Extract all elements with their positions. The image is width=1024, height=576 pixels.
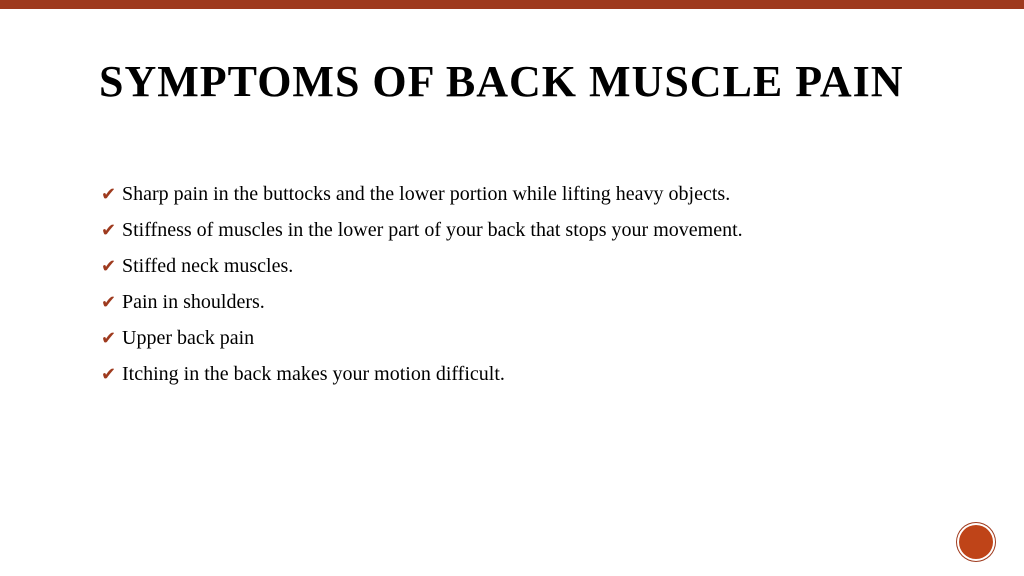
bullet-list [101,180,961,396]
bullet-item [101,324,961,360]
check-icon: ✔ [101,256,117,277]
bullet-text: Stiffness of muscles in the lower part of your back that stops your movement. [122,219,743,241]
slide-title: SYMPTOMS OF BACK MUSCLE PAIN [99,57,904,106]
check-icon: ✔ [101,220,117,241]
bullet-text: Sharp pain in the buttocks and the lower portion while lifting heavy objects. [122,183,731,205]
bullet-item [101,180,961,216]
bullet-item [101,216,961,252]
page-number-badge [957,523,995,561]
bullet-item [101,252,961,288]
bullet-text: Upper back pain [122,327,255,349]
check-icon: ✔ [101,292,117,313]
top-accent-bar [0,0,1024,9]
bullet-text: Stiffed neck muscles. [122,255,294,277]
check-icon: ✔ [101,364,117,385]
bullet-text: Itching in the back makes your motion difficult. [122,363,505,385]
check-icon: ✔ [101,328,117,349]
bullet-item [101,288,961,324]
check-icon: ✔ [101,184,117,205]
bullet-item [101,360,961,396]
bullet-text: Pain in shoulders. [122,291,265,313]
